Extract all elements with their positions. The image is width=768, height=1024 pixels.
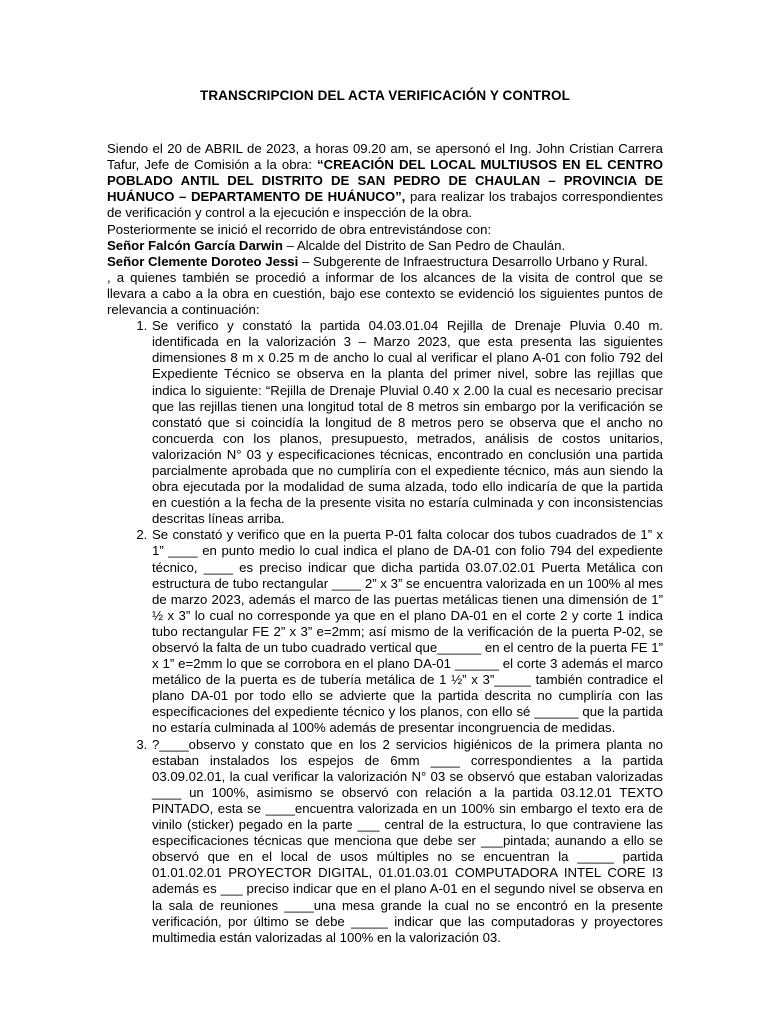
person-role: – Alcalde del Distrito de San Pedro de Chaulán.	[282, 237, 566, 253]
findings-list	[107, 318, 663, 946]
intro-paragraph	[107, 141, 663, 221]
person-role: – Subgerente de Infraestructura Desarrollo Urbano y Rural.	[298, 253, 648, 269]
tour-line: Posteriormente se inició el recorrido de obra entrevistándose con:	[107, 221, 492, 237]
intro-text-2: para realizar los trabajos correspondientes de verificación y control a la ejecución e inspección de la obra.	[107, 189, 663, 221]
continuation-paragraph: , a quienes también se procedió a informar de los alcances de la visita de control que se llevara a cabo a la obra en cuestión, bajo ese contexto se evidenció los siguientes puntos de relevancia a continuación:	[107, 269, 663, 318]
finding-item: 3. ?____observo y constato que en los 2 servicios higiénicos de la primera planta no estaban instalados los espejos de 6mm ____ correspondientes a la partida 03.09.02.01, la cual verificar la valorización N° 03 se observó que estaban valorizadas ____ un 100%, asimismo se observó con relación a la partida 03.12.01 TEXTO PINTADO, esta se ____encuentra valorizada en un 100% sin embargo el texto era de vinilo (sticker) pegado en la parte ___ central de la estructura, lo que contraviene las especificaciones técnicas que menciona que debe ser ___pintada; aunando a ello se observó que en el local de usos múltiples no se encuentran la _____ partida 01.01.02.01 PROYECTOR DIGITAL, 01.01.03.01 COMPUTADORA INTEL CORE I3 además es ___ preciso indicar que en el plano A-01 en el segundo nivel se observa en la sala de reuniones ____una mesa grande la cual no se encontró en la presente verificación, por último se debe _____ indicar que las computadoras y proyectores multimedia están valorizadas al 100% en la valorización 03.	[151, 737, 663, 946]
person-line	[107, 254, 663, 270]
finding-item: 2. Se constató y verifico que en la puerta P-01 falta colocar dos tubos cuadrados de 1” x 1” ____ en punto medio lo cual indica el plano de DA-01 con folio 794 del expediente técnico, ____ es preciso indicar que dicha partida 03.07.02.01 Puerta Metálica con estructura de tubo rectangular ____ 2” x 3” se encuentra valorizada en un 100% al mes de marzo 2023, además el marco de las puertas metálicas tienen una dimensión de 1” ½ x 3” lo cual no corresponde ya que en el plano DA-01 en el corte 2 y corte 1 indica tubo rectangular FE 2” x 3” e=2mm; así mismo de la verificación de la puerta P-02, se observó la falta de un tubo cuadrado vertical que______ en el centro de la puerta FE 1” x 1” e=2mm lo que se corrobora en el plano DA-01 ______ el corte 3 además el marco metálico de la puerta es de tubería metálica de 1 ½” x 3”_____ también contradice el plano DA-01 por todo ello se advierte que la partida descrita no cumpliría con las especificaciones del expediente técnico y los planos, con ello sé ______ que la partida no estaría culminada al 100% además de presentar incongruencia de medidas.	[151, 527, 663, 736]
intro-text-1: Siendo el 20 de ABRIL de 2023, a horas 09.20 am, se apersonó el Ing. John Cristian Carrera Tafur, Jefe de Comisión a la obra:	[107, 141, 663, 173]
person-line	[107, 238, 663, 254]
person-name: Señor Falcón García Darwin	[107, 237, 283, 253]
finding-item: 1. Se verifico y constató la partida 04.03.01.04 Rejilla de Drenaje Pluvia 0.40 m. identificada en la valorización 3 – Marzo 2023, que esta presenta las siguientes dimensiones 8 m x 0.25 m de ancho lo cual al verificar el plano A-01 con folio 792 del Expediente Técnico se observa en la planta del primer nivel, sobre las rejillas que indica lo siguiente: “Rejilla de Drenaje Pluvial 0.40 x 2.00 la cual es necesario precisar que las rejillas tienen una longitud total de 8 metros sin embargo por la verificación se constató que si coincidía la longitud de 8 metros pero se observa que el ancho no concuerda con los planos, presupuesto, metrados, análisis de costos unitarios, valorización N° 03 y especificaciones técnicas, encontrado en conclusión una partida parcialmente aprobada que no cumpliría con el expediente técnico, más aun siendo la obra ejecutada por la modalidad de suma alzada, todo ello indicaría de que la partida en cuestión a la fecha de la presente visita no estaría culminada y con inconsistencias descritas líneas arriba.	[151, 318, 663, 527]
document-title: TRANSCRIPCION DEL ACTA VERIFICACIÓN Y CONTROL	[199, 88, 570, 103]
person-name: Señor Clemente Doroteo Jessi	[107, 253, 299, 269]
project-name: “CREACIÓN DEL LOCAL MULTIUSOS EN EL CENTRO POBLADO ANTIL DEL DISTRITO DE SAN PEDRO DE CHAULAN – PROVINCIA DE HUÁNUCO – DEPARTAMENTO DE HUÁNUCO”,	[107, 157, 663, 205]
